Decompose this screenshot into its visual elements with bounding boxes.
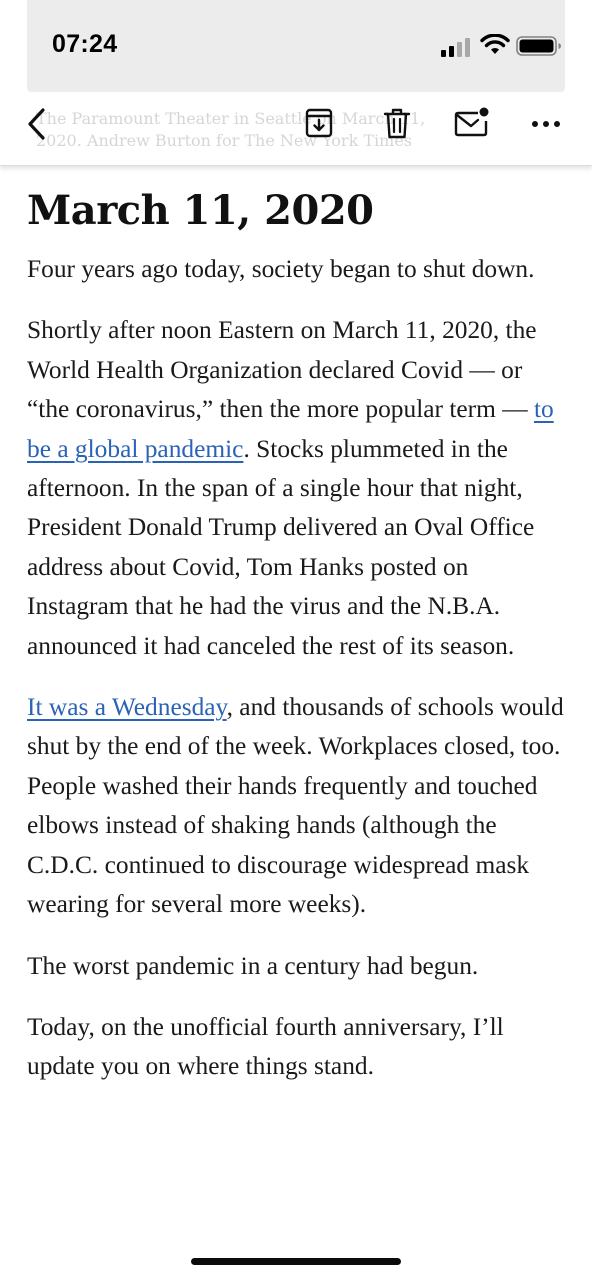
article-body — [27, 186, 567, 1087]
mail-unread-icon — [454, 107, 490, 139]
wifi-icon — [480, 34, 510, 56]
paragraph-text: . Stocks plummeted in the afternoon. In the span of a single hour that night, President Donald Trump delivered an Oval Office address about Covid, Tom Hanks posted on Instagram that he had the virus and the N.B.A. announced it had canceled the rest of its season. — [27, 434, 535, 660]
paragraph-intro: Four years ago today, society began to shut down. — [27, 255, 535, 283]
more-icon — [531, 120, 561, 128]
paragraph-worst-pandemic: The worst pandemic in a century had begun. — [27, 951, 479, 980]
battery-icon — [516, 36, 562, 56]
email-toolbar — [0, 92, 592, 166]
trash-icon — [382, 106, 412, 140]
archive-button[interactable] — [300, 102, 338, 144]
paragraph-wednesday — [27, 688, 567, 924]
back-button[interactable] — [18, 104, 54, 144]
photo-caption-ghost: The Paramount Theater in Seattle on March 11, 2020. Andrew Burton for The New York Times — [36, 109, 426, 150]
home-indicator[interactable] — [191, 1258, 401, 1265]
global-pandemic-link[interactable]: to be a global pandemic — [27, 395, 554, 463]
archive-icon — [304, 107, 334, 139]
wednesday-link[interactable]: It was a Wednesday — [27, 693, 227, 722]
mark-unread-button[interactable] — [452, 102, 492, 144]
back-icon — [25, 107, 47, 141]
paragraph-who-declaration — [27, 311, 567, 666]
status-bar — [0, 0, 592, 92]
article-headline: March 11, 2020 — [27, 187, 374, 234]
paragraph-text: , and thousands of schools would shut by the end of the week. Workplaces closed, too. People washed their hands frequently and touched elbows instead of shaking hands (although the C.D.C. continued to discourage widespread mask wearing for several more weeks). — [27, 693, 564, 919]
delete-button[interactable] — [378, 102, 416, 144]
paragraph-text: Shortly after noon Eastern on March 11, 2020, the World Health Organization declared Covid — or “the coronavirus,” then the more popular term — — [27, 316, 537, 424]
cellular-signal-icon — [440, 36, 474, 58]
status-time: 07:24 — [52, 30, 118, 58]
more-options-button[interactable] — [528, 104, 564, 144]
paragraph-anniversary: Today, on the unofficial fourth anniversary, I’ll update you on where things stand. — [27, 1012, 504, 1081]
